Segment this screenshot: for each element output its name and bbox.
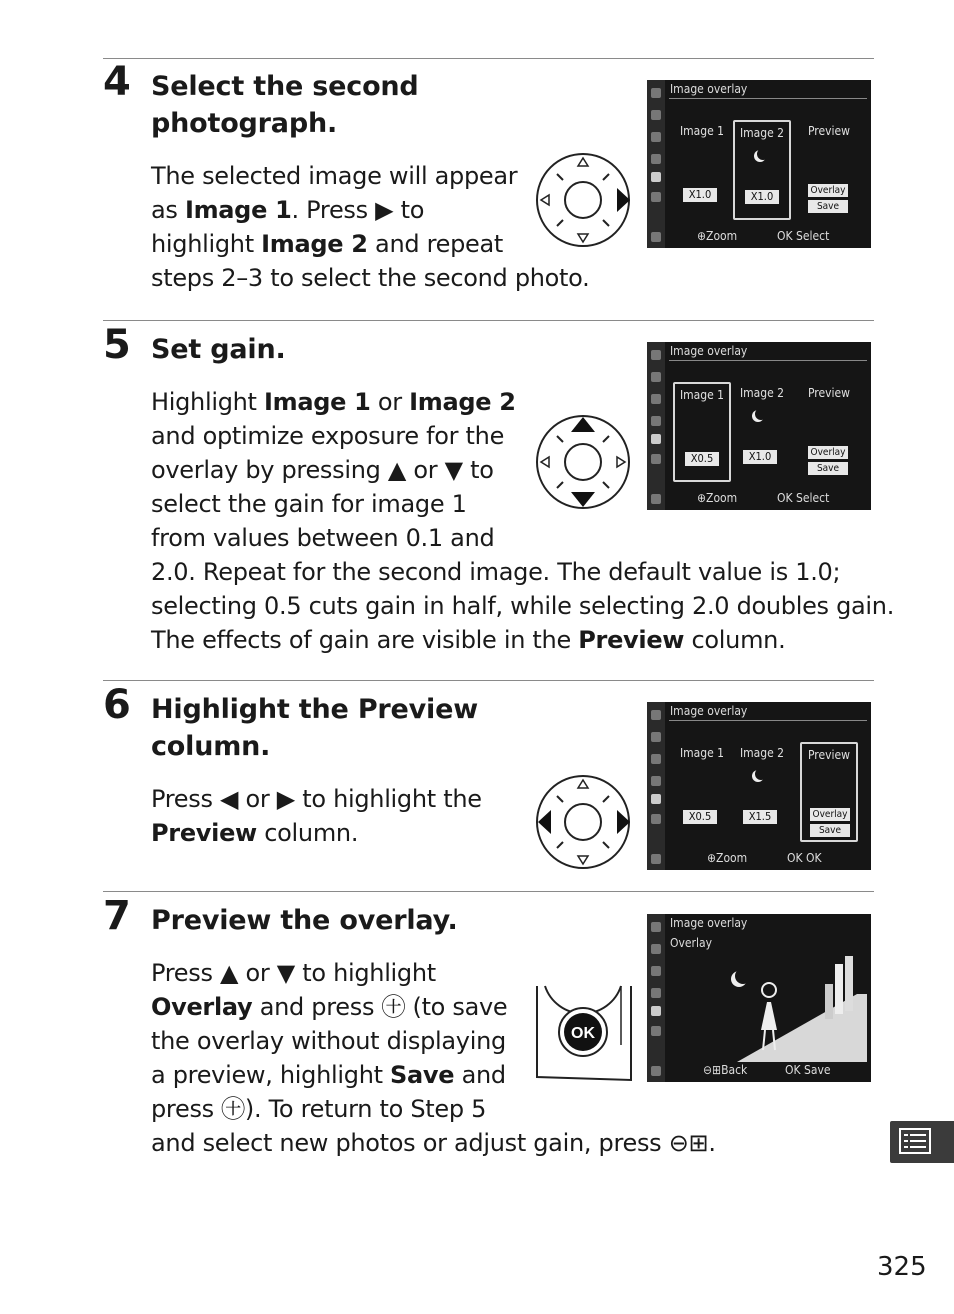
step-title: Preview the overlay.	[151, 905, 458, 936]
multi-selector-left-right-icon	[535, 774, 633, 870]
section-divider	[103, 58, 874, 59]
step-body: Press ◀ or ▶ to highlight the Preview column.	[151, 785, 482, 847]
page-number: 325	[877, 1252, 927, 1282]
camera-screen: Image overlay Image 1 X1.0 Image 2 X1.0 Preview Overlay Save ⊕Zoom OK Select	[647, 80, 871, 248]
multi-selector-up-down-icon	[535, 414, 633, 510]
section-divider	[103, 320, 874, 321]
step-body: Highlight Image 1 or Image 2 and optimize exposure for the overlay by pressing ▲ or ▼ to select the gain for image 1 from values between 0.1 and 2.0. Repeat for the second image. The default value is 1.0; selecting 0.5 cuts gain in half, while selecting 2.0 doubles gain. The effects of gain are visible in the Preview column.	[151, 388, 895, 654]
camera-screen: Image overlay Image 1 X0.5 Image 2 X1.0 Preview Overlay Save ⊕Zoom OK Select	[647, 342, 871, 510]
section-divider	[103, 680, 874, 681]
step-body: The selected image will appear as Image 1. Press ▶ to highlight Image 2 and repeat steps 2–3 to select the second photo.	[151, 162, 590, 292]
step-body: Press ▲ or ▼ to highlight Overlay and press ㊉ (to save the overlay without displaying a preview, highlight Save and press ㊉). To return to Step 5 and select new photos or adjust gain, press ⊖⊞.	[151, 959, 716, 1157]
step-title: Select the second photograph.	[151, 71, 419, 139]
step-number: 4	[103, 59, 131, 105]
step-title: Highlight the Preview column.	[151, 694, 478, 762]
camera-screen: Image overlay Image 1 X0.5 Image 2 X1.5 Preview Overlay Save ⊕Zoom OK OK	[647, 702, 871, 870]
menu-list-icon	[890, 1121, 954, 1163]
menu-section-badge	[890, 1121, 954, 1163]
ok-button-icon	[535, 985, 633, 1082]
ok-label: OK	[571, 1025, 595, 1042]
camera-screen: Image overlay Overlay ⊖⊞Back OK Save	[647, 914, 871, 1082]
step-title: Set gain.	[151, 334, 286, 365]
section-divider	[103, 891, 874, 892]
multi-selector-right-icon	[535, 152, 633, 248]
step-number: 5	[103, 322, 131, 368]
overlay-preview-image	[667, 954, 867, 1062]
step-number: 7	[103, 893, 131, 939]
step-number: 6	[103, 682, 131, 728]
